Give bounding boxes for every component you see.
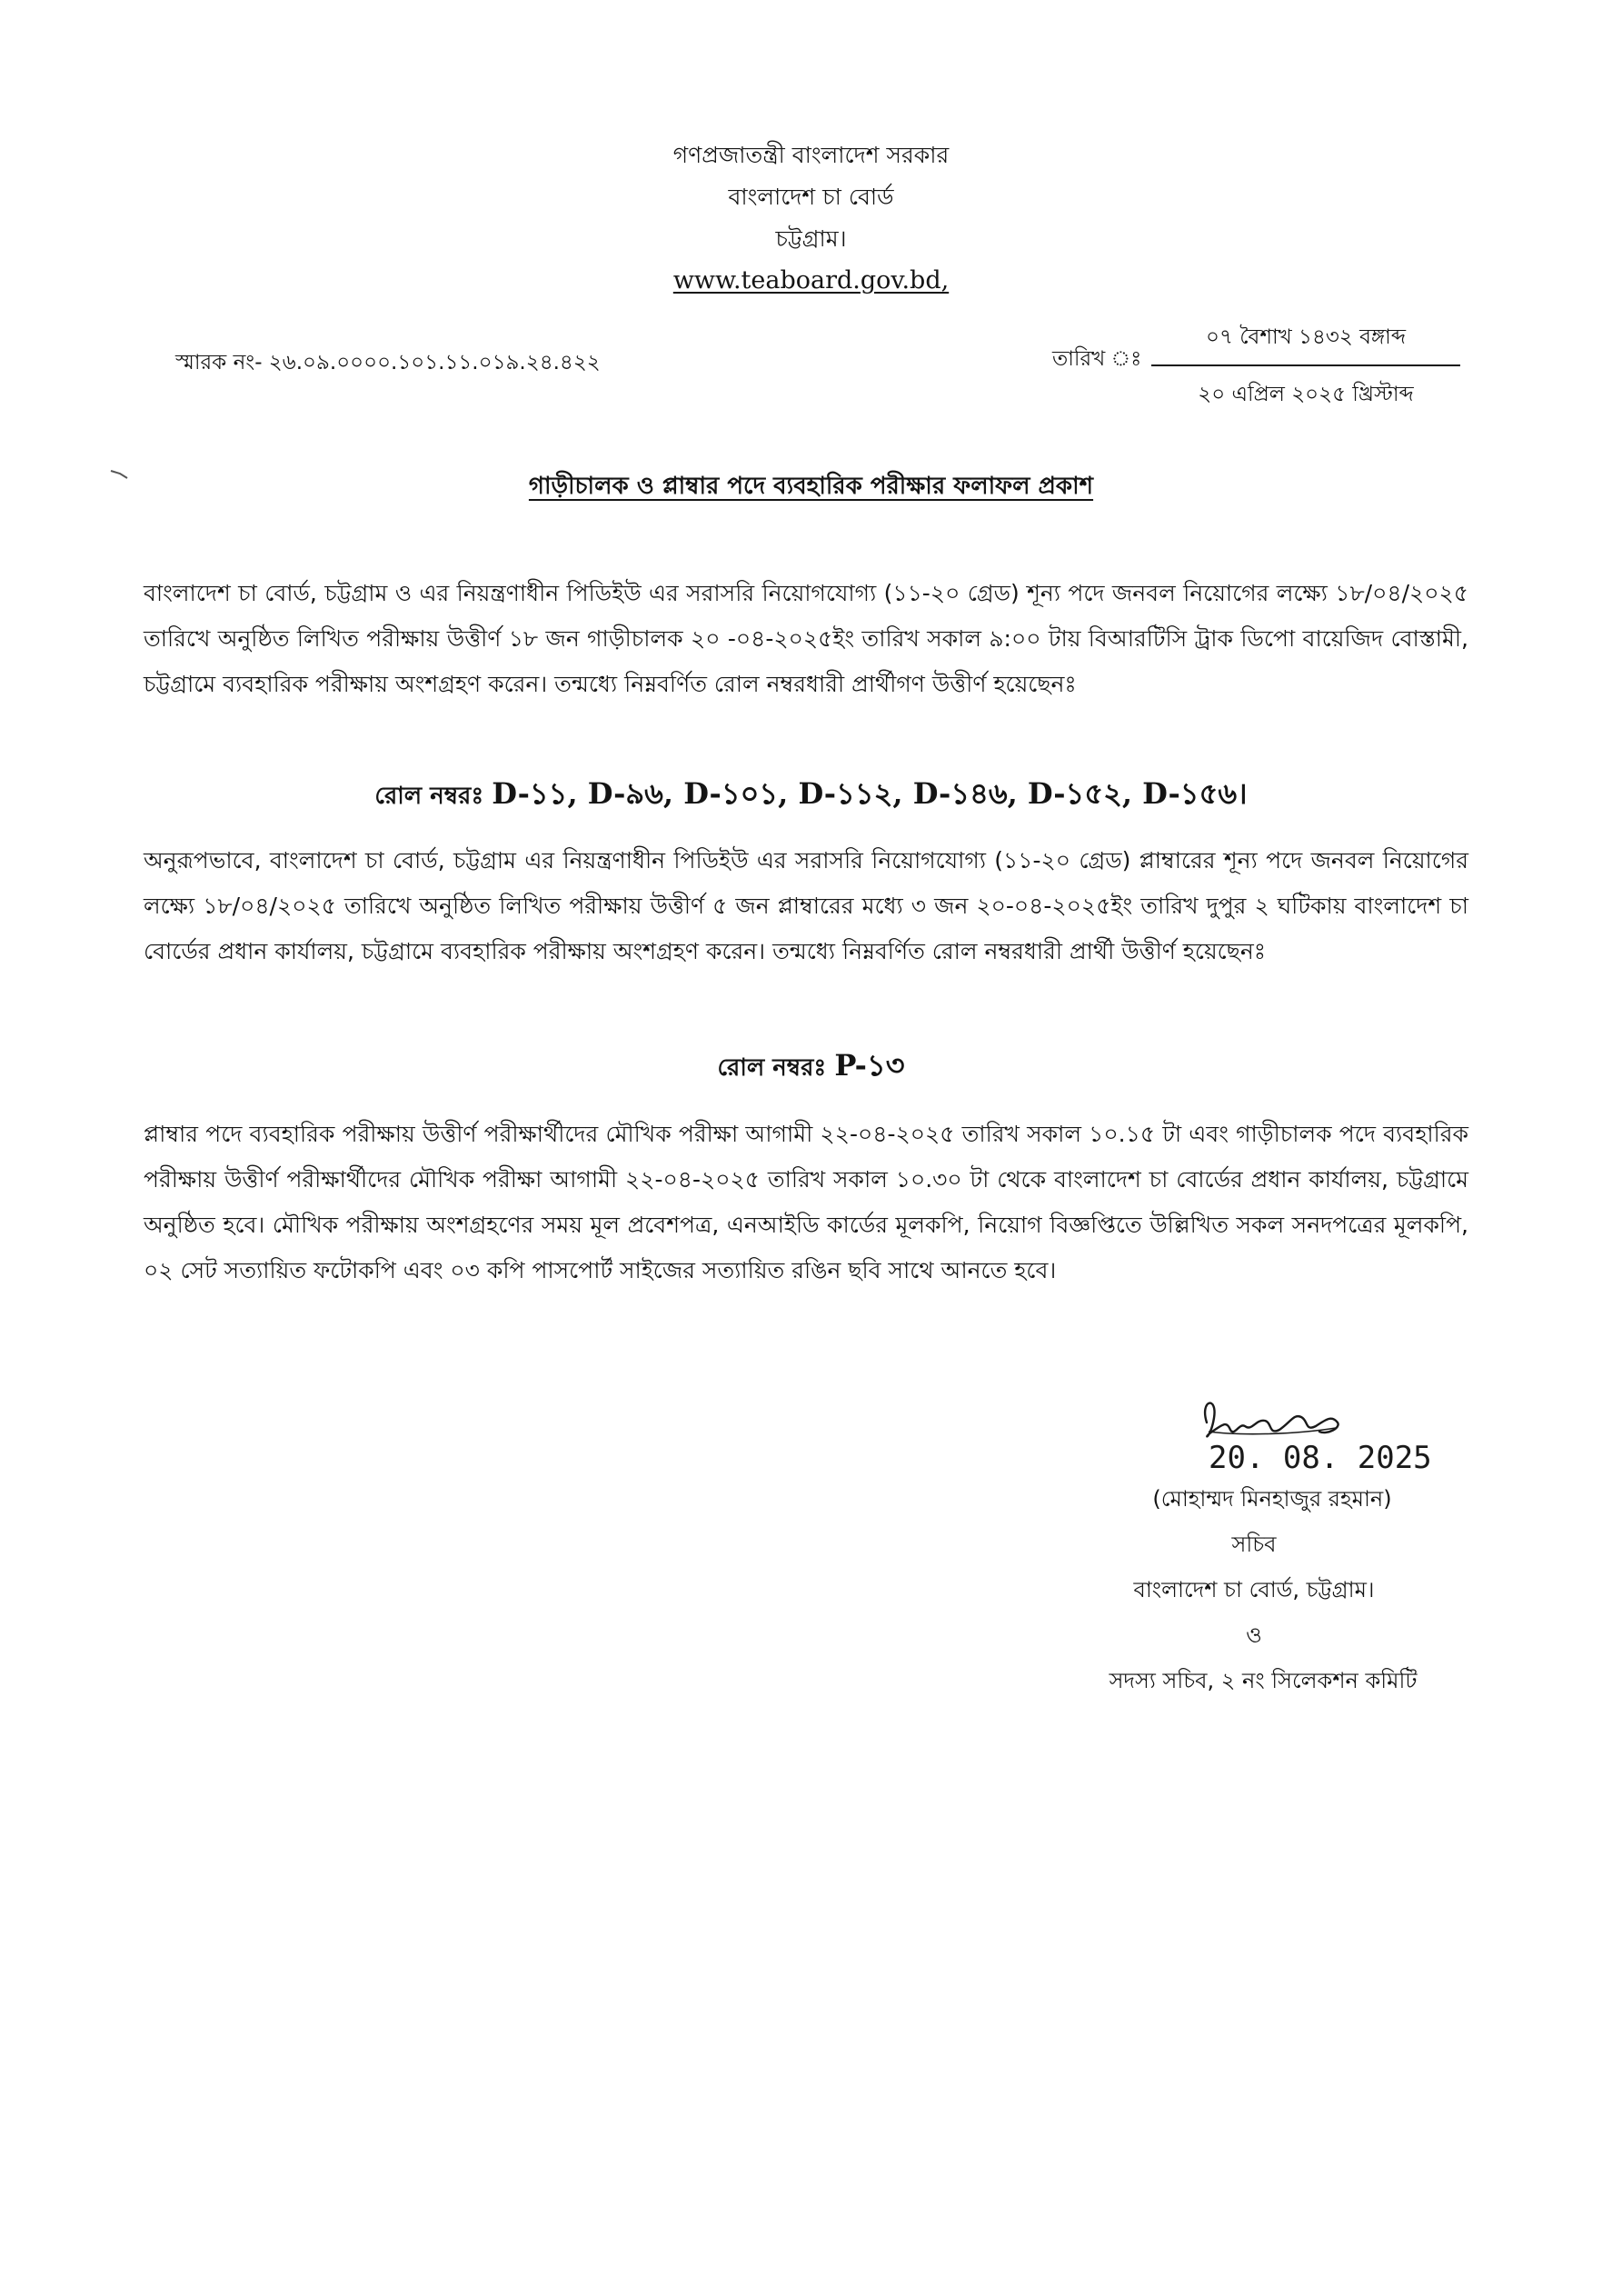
signatory-block (1036, 1476, 1472, 1703)
signatory-committee: সদস্য সচিব, ২ নং সিলেকশন কমিটি (1109, 1668, 1418, 1693)
signatory-conjunction: ও (1246, 1622, 1262, 1648)
paragraph-plumber: অনুরূপভাবে, বাংলাদেশ চা বোর্ড, চট্টগ্রাম এর নিয়ন্ত্রণাধীন পিডিইউ এর সরাসরি নিয়োগযোগ্য (১১-২০ গ্রেড) প্লাম্বারের শূন্য পদে জনবল নিয়োগের লক্ষ্যে ১৮/০৪/২০২৫ তারিখে অনুষ্ঠিত লিখিত পরীক্ষায় উত্তীর্ণ ৫ জন প্লাম্বারের মধ্যে ৩ জন ২০-০৪-২০২৫ইং তারিখ দুপুর ২ ঘটিকায় বাংলাদেশ চা বোর্ডের প্রধান কার্যালয়, চট্টগ্রামে ব্যবহারিক পরীক্ষায় অংশগ্রহণ করেন। তন্মধ্যে নিম্নবর্ণিত রোল নম্বরধারী প্রার্থী উত্তীর্ণ হয়েছেনঃ (144, 847, 1468, 964)
paragraph-viva: প্লাম্বার পদে ব্যবহারিক পরীক্ষায় উত্তীর্ণ পরীক্ষার্থীদের মৌখিক পরীক্ষা আগামী ২২-০৪-২০২৫ তারিখ সকাল ১০.১৫ টা এবং গাড়ীচালক পদে ব্যবহারিক পরীক্ষায় উত্তীর্ণ পরীক্ষার্থীদের মৌখিক পরীক্ষা আগামী ২২-০৪-২০২৫ তারিখ সকাল ১০.৩০ টা থেকে বাংলাদেশ চা বোর্ডের প্রধান কার্যালয়, চট্টগ্রামে অনুষ্ঠিত হবে। মৌখিক পরীক্ষায় অংশগ্রহণের সময় মূল প্রবেশপত্র, এনআইডি কার্ডের মূলকপি, নিয়োগ বিজ্ঞপ্তিতে উল্লিখিত সকল সনদপত্রের মূলকপি, ০২ সেট সত্যায়িত ফটোকপি এবং ০৩ কপি পাসপোর্ট সাইজের সত্যায়িত রঙিন ছবি সাথে আনতে হবে। (144, 1121, 1468, 1283)
website-link[interactable]: www.teaboard.gov.bd, (672, 266, 950, 294)
date-gregorian: ২০ এপ্রিল ২০২৫ খ্রিস্টাব্দ (1198, 383, 1414, 406)
board-name: বাংলাদেশ চা বোর্ড (728, 184, 894, 210)
government-name: গণপ্রজাতন্ত্রী বাংলাদেশ সরকার (672, 142, 950, 168)
signatory-designation: সচিব (1231, 1532, 1277, 1557)
city-name: চট্টগ্রাম। (775, 225, 847, 252)
driver-roll-numbers (0, 771, 1622, 820)
subject-text: গাড়ীচালক ও প্লাম্বার পদে ব্যবহারিক পরীক্ষার ফলাফল প্রকাশ (528, 473, 1094, 500)
signature-date: 20. 08. 2025 (1209, 1440, 1432, 1476)
memo-number: স্মারক নং- ২৬.০৯.০০০০.১০১.১১.০১৯.২৪.৪২২ (175, 351, 601, 374)
roll-label: রোল নম্বরঃ (374, 783, 484, 810)
paragraph-driver: বাংলাদেশ চা বোর্ড, চট্টগ্রাম ও এর নিয়ন্ত্রণাধীন পিডিইউ এর সরাসরি নিয়োগযোগ্য (১১-২০ গ্রেড) শূন্য পদে জনবল নিয়োগের লক্ষ্যে ১৮/০৪/২০২৫ তারিখে অনুষ্ঠিত লিখিত পরীক্ষায় উত্তীর্ণ ১৮ জন গাড়ীচালক ২০ -০৪-২০২৫ইং তারিখ সকাল ৯:০০ টায় বিআরটিসি ট্রাক ডিপো বায়েজিদ বোস্তামী, চট্টগ্রামে ব্যবহারিক পরীক্ষায় অংশগ্রহণ করেন। তন্মধ্যে নিম্নবর্ণিত রোল নম্বরধারী প্রার্থীগণ উত্তীর্ণ হয়েছেনঃ (144, 580, 1468, 697)
roll-codes: P-১৩ (834, 1048, 905, 1083)
roll-label: রোল নম্বরঃ (717, 1054, 827, 1082)
plumber-roll-numbers (0, 1043, 1622, 1092)
letterhead (0, 135, 1622, 302)
signatory-name: (মোহাম্মদ মিনহাজুর রহমান) (1152, 1486, 1392, 1512)
roll-codes: D-১১, D-৯৬, D-১০১, D-১১২, D-১৪৬, D-১৫২, D-১৫৬। (492, 776, 1248, 811)
handwritten-signature (1181, 1395, 1527, 1477)
date-bangla: ০৭ বৈশাখ ১৪৩২ বঙ্গাব্দ (1151, 320, 1460, 366)
date-block (1151, 320, 1460, 413)
notice-subject (0, 467, 1622, 507)
date-label: তারিখ ঃ (1052, 347, 1142, 371)
signatory-office: বাংলাদেশ চা বোর্ড, চট্টগ্রাম। (1133, 1577, 1375, 1602)
